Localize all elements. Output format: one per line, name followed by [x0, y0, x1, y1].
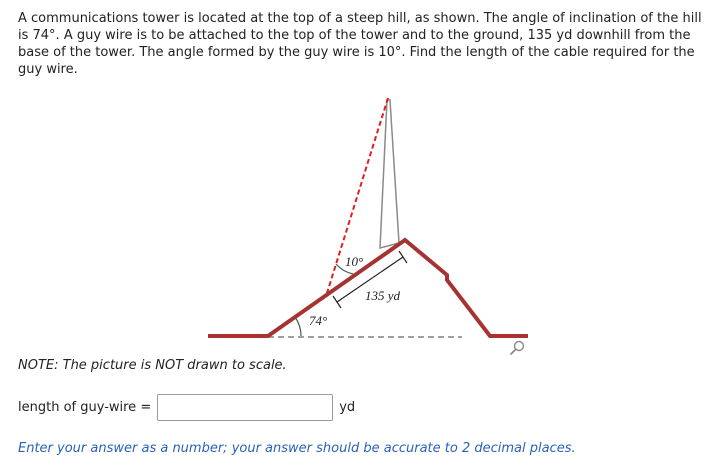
diagram-note: NOTE: The picture is NOT drawn to scale.	[18, 358, 287, 373]
hill-angle-label: 74°	[309, 313, 328, 328]
distance-label: 135 yd	[365, 288, 401, 303]
answer-hint: Enter your answer as a number; your answer should be accurate to 2 decimal places.	[18, 441, 576, 456]
answer-unit: yd	[339, 399, 356, 415]
wire-angle-label: 10°	[345, 254, 364, 269]
hill-angle-arc	[295, 317, 301, 336]
distance-tick-lower	[333, 296, 341, 308]
distance-tick-upper	[399, 251, 407, 263]
problem-statement: A communications tower is located at the top of a steep hill, as shown. The angle of inclination of the hill is 74°. A guy wire is to be attached to the top of the tower and to the ground, 135 yd downhill from the base of the tower. The angle formed by the guy wire is 10°. Find the length of the cable required for the guy wire.	[18, 11, 702, 77]
answer-row	[18, 391, 355, 423]
tower	[380, 100, 399, 248]
magnifier-icon[interactable]	[508, 338, 526, 356]
guy-wire-length-input[interactable]	[157, 394, 333, 421]
answer-label: length of guy-wire =	[18, 399, 152, 415]
